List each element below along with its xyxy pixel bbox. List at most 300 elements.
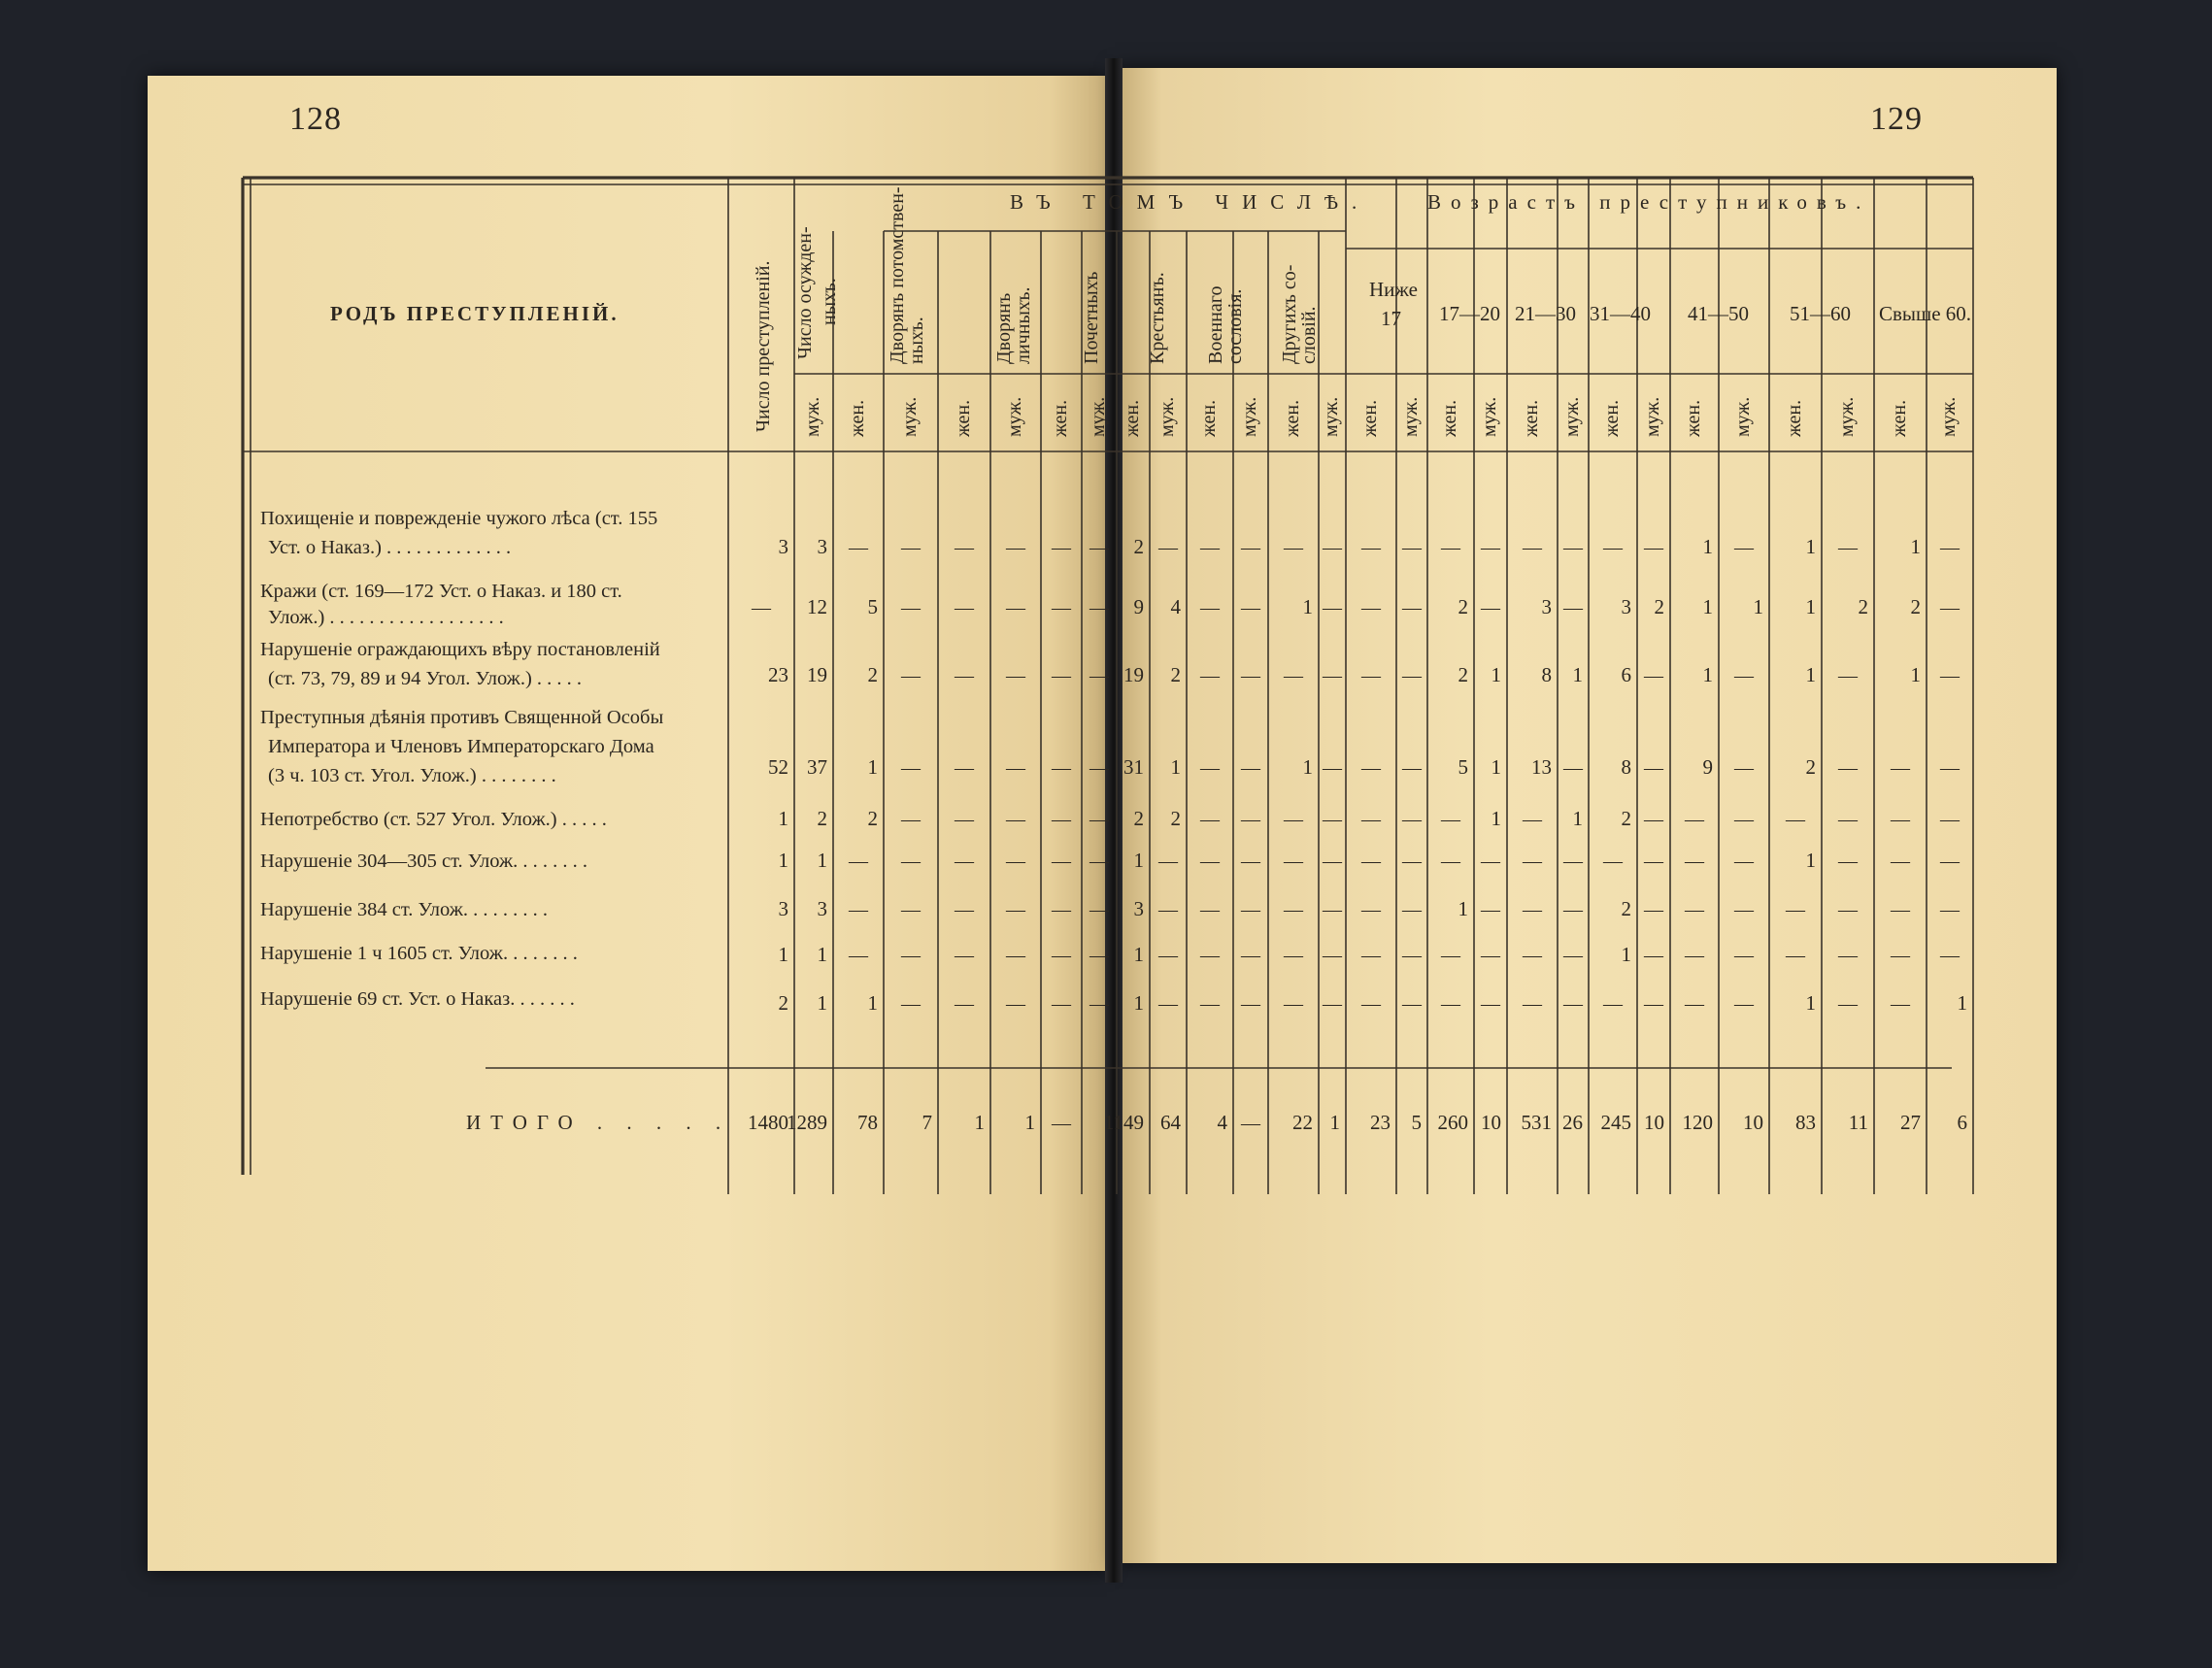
table-cell: 37	[807, 755, 827, 779]
table-cell: 3	[778, 535, 788, 558]
table-cell: 1	[778, 943, 788, 966]
table-cell: —	[901, 757, 921, 779]
total-cell: 531	[1521, 1111, 1552, 1134]
total-cell: 26	[1562, 1111, 1583, 1134]
table-cell: —	[1940, 899, 1960, 920]
table-cell: —	[1158, 945, 1178, 966]
age-title-header: Возрастъ преступниковъ.	[1427, 190, 1871, 214]
crime-type-header: РОДЪ ПРЕСТУПЛЕНІЙ.	[330, 302, 620, 325]
female-subheader: жен.	[1889, 399, 1910, 437]
total-cell: 1149	[1103, 1111, 1144, 1134]
total-cell: 22	[1292, 1111, 1313, 1134]
total-cell: 5	[1411, 1111, 1422, 1134]
table-cell: —	[1361, 757, 1381, 779]
table-cell: —	[1481, 851, 1500, 872]
table-cell: —	[1563, 945, 1583, 966]
table-cell: —	[849, 537, 868, 558]
crime-label: Улож.) . . . . . . . . . . . . . . . . . .	[268, 607, 504, 628]
table-cell: —	[1523, 537, 1542, 558]
table-cell: —	[1089, 809, 1109, 830]
table-cell: —	[1441, 537, 1460, 558]
table-cell: —	[955, 757, 974, 779]
table-cell: —	[1940, 809, 1960, 830]
table-cell: 1	[1133, 943, 1144, 966]
table-cell: 1	[867, 755, 878, 779]
total-cell: 245	[1600, 1111, 1631, 1134]
table-cell: —	[1006, 993, 1025, 1015]
table-cell: —	[1361, 899, 1381, 920]
age-group-header: 21—30	[1515, 302, 1576, 325]
table-cell: —	[1523, 945, 1542, 966]
table-cell: —	[1891, 993, 1910, 1015]
table-cell: —	[1200, 899, 1220, 920]
table-cell: —	[752, 597, 771, 618]
table-cell: —	[1323, 757, 1342, 779]
table-cell: 3	[817, 897, 827, 920]
table-cell: —	[1323, 597, 1342, 618]
table-cell: —	[1734, 993, 1754, 1015]
table-cell: —	[1241, 899, 1260, 920]
male-subheader: муж.	[802, 396, 823, 437]
table-cell: —	[1241, 809, 1260, 830]
table-cell: —	[1644, 809, 1663, 830]
crime-label: Нарушеніе ограждающихъ вѣру постановленій	[260, 639, 660, 660]
female-subheader: жен.	[953, 399, 974, 437]
table-cell: —	[1441, 993, 1460, 1015]
table-cell: —	[1241, 537, 1260, 558]
table-cell: —	[1241, 851, 1260, 872]
total-cell: 1480	[748, 1111, 788, 1134]
table-cell: 1	[1621, 943, 1631, 966]
table-cell: —	[1940, 537, 1960, 558]
table-cell: —	[1685, 899, 1704, 920]
table-cell: —	[1563, 851, 1583, 872]
in-that-number-header: ВЪ ТОМЪ ЧИСЛѢ.	[1010, 190, 1371, 214]
table-cell: 1	[1702, 535, 1713, 558]
table-cell: —	[1523, 993, 1542, 1015]
age-group-header: Свыше 60.	[1879, 302, 1972, 325]
table-cell: —	[901, 665, 921, 686]
table-cell: 3	[778, 897, 788, 920]
table-cell: —	[1734, 665, 1754, 686]
table-cell: —	[1786, 809, 1805, 830]
table-cell: —	[955, 851, 974, 872]
table-cell: —	[1838, 757, 1858, 779]
table-cell: 3	[1541, 595, 1552, 618]
table-cell: —	[1563, 899, 1583, 920]
table-cell: —	[1284, 945, 1303, 966]
table-cell: 1	[1302, 595, 1313, 618]
table-cell: —	[1563, 597, 1583, 618]
table-cell: 1	[1910, 663, 1921, 686]
table-cell: 8	[1541, 663, 1552, 686]
table-cell: 1	[1702, 595, 1713, 618]
table-cell: —	[1734, 945, 1754, 966]
table-cell: —	[1402, 537, 1422, 558]
table-cell: —	[901, 899, 921, 920]
male-subheader: муж.	[1088, 396, 1109, 437]
table-cell: —	[1940, 597, 1960, 618]
table-cell: —	[1734, 851, 1754, 872]
table-cell: —	[1644, 899, 1663, 920]
num-crimes-header: Число преступленій.	[753, 260, 774, 432]
age-group-header: 51—60	[1790, 302, 1851, 325]
total-cell: 6	[1957, 1111, 1967, 1134]
table-cell: —	[1052, 809, 1071, 830]
table-cell: —	[1891, 851, 1910, 872]
table-cell: —	[1052, 899, 1071, 920]
table-cell: —	[1402, 809, 1422, 830]
estate-header-5-cont: словій.	[1298, 306, 1320, 364]
table-cell: —	[1644, 993, 1663, 1015]
table-cell: —	[1323, 809, 1342, 830]
total-cell: 1	[1024, 1111, 1035, 1134]
female-subheader: жен.	[847, 399, 868, 437]
total-cell: 4	[1217, 1111, 1227, 1134]
male-subheader: муж.	[899, 396, 921, 437]
table-cell: —	[1089, 757, 1109, 779]
table-cell: —	[1685, 945, 1704, 966]
table-cell: —	[1361, 945, 1381, 966]
table-cell: 1	[1170, 755, 1181, 779]
male-subheader: муж.	[1836, 396, 1858, 437]
total-label: ИТОГО . . . . .	[466, 1111, 731, 1134]
male-subheader: муж.	[1004, 396, 1025, 437]
table-cell: —	[1940, 757, 1960, 779]
table-cell: 2	[867, 807, 878, 830]
table-cell: —	[1089, 993, 1109, 1015]
table-cell: —	[849, 851, 868, 872]
male-subheader: муж.	[1642, 396, 1663, 437]
total-cell: 1289	[787, 1111, 827, 1134]
table-cell: —	[901, 597, 921, 618]
table-cell: —	[1644, 757, 1663, 779]
table-cell: —	[1734, 537, 1754, 558]
table-cell: —	[1940, 945, 1960, 966]
num-convicted-header: Число осужден-	[794, 226, 816, 359]
estate-header-4-cont: сословія.	[1224, 288, 1246, 364]
table-cell: —	[1200, 851, 1220, 872]
table-cell: —	[1323, 665, 1342, 686]
table-cell: —	[1891, 757, 1910, 779]
table-cell: —	[1603, 851, 1623, 872]
table-cell: —	[1838, 809, 1858, 830]
table-cell: —	[1323, 993, 1342, 1015]
table-cell: —	[1158, 537, 1178, 558]
crime-label: (3 ч. 103 ст. Угол. Улож.) . . . . . . . .	[268, 765, 556, 786]
table-cell: 2	[1805, 755, 1816, 779]
table-cell: —	[1644, 945, 1663, 966]
table-cell: —	[901, 851, 921, 872]
table-cell: —	[1940, 851, 1960, 872]
table-cell: 8	[1621, 755, 1631, 779]
female-subheader: жен.	[1122, 399, 1143, 437]
table-cell: 4	[1170, 595, 1181, 618]
table-cell: —	[1361, 851, 1381, 872]
table-cell: 1	[1572, 807, 1583, 830]
table-cell: 2	[1858, 595, 1868, 618]
age-group-header-cont: 17	[1381, 307, 1401, 330]
table-cell: —	[901, 993, 921, 1015]
table-cell: —	[1891, 809, 1910, 830]
table-cell: 1	[1805, 991, 1816, 1015]
table-cell: 1	[1957, 991, 1967, 1015]
table-cell: —	[1402, 597, 1422, 618]
table-cell: —	[1481, 993, 1500, 1015]
table-cell: —	[1284, 851, 1303, 872]
table-cell: —	[1402, 899, 1422, 920]
total-cell: 260	[1437, 1111, 1468, 1134]
female-subheader: жен.	[1784, 399, 1805, 437]
table-cell: —	[1200, 993, 1220, 1015]
table-cell: 2	[1910, 595, 1921, 618]
table-cell: —	[1006, 757, 1025, 779]
table-cell: 1	[867, 991, 878, 1015]
table-cell: 2	[817, 807, 827, 830]
male-subheader: муж.	[1321, 396, 1342, 437]
table-cell: —	[1006, 945, 1025, 966]
table-cell: 1	[1910, 535, 1921, 558]
table-cell: 1	[778, 849, 788, 872]
table-cell: 6	[1621, 663, 1631, 686]
crime-label: Похищеніе и поврежденіе чужого лѣса (ст. 155	[260, 508, 658, 529]
page-number-left: 128	[289, 101, 342, 137]
table-cell: —	[1891, 899, 1910, 920]
table-cell: —	[1838, 665, 1858, 686]
table-cell: —	[1563, 993, 1583, 1015]
female-subheader: жен.	[1683, 399, 1704, 437]
estate-header-1: Дворянъ	[993, 292, 1015, 364]
table-cell: —	[1323, 537, 1342, 558]
table-cell: —	[1644, 851, 1663, 872]
female-subheader: жен.	[1359, 399, 1381, 437]
table-cell: —	[1361, 993, 1381, 1015]
table-cell: —	[1523, 899, 1542, 920]
table-cell: —	[1200, 537, 1220, 558]
table-cell: —	[955, 945, 974, 966]
total-cell: 7	[922, 1111, 932, 1134]
total-cell: 1	[1329, 1111, 1340, 1134]
table-cell: —	[1838, 851, 1858, 872]
crime-label: Нарушеніе 304—305 ст. Улож. . . . . . . .	[260, 851, 588, 872]
table-cell: —	[901, 537, 921, 558]
page-number-right: 129	[1870, 101, 1923, 137]
table-cell: 1	[1133, 849, 1144, 872]
table-cell: —	[1441, 945, 1460, 966]
table-cell: —	[1052, 851, 1071, 872]
table-cell: 12	[807, 595, 827, 618]
table-cell: —	[1006, 537, 1025, 558]
male-subheader: муж.	[1156, 396, 1178, 437]
male-subheader: муж.	[1732, 396, 1754, 437]
table-cell: —	[1052, 597, 1071, 618]
table-cell: 1	[1805, 595, 1816, 618]
total-cell: 120	[1682, 1111, 1713, 1134]
table-cell: —	[1089, 537, 1109, 558]
table-cell: —	[1402, 993, 1422, 1015]
table-cell: —	[1441, 809, 1460, 830]
table-cell: —	[1402, 757, 1422, 779]
estate-header-4: Военнаго	[1205, 285, 1226, 364]
age-group-header: 17—20	[1439, 302, 1500, 325]
table-cell: —	[1006, 899, 1025, 920]
female-subheader: жен.	[1521, 399, 1542, 437]
table-cell: —	[1241, 665, 1260, 686]
table-cell: 1	[1491, 807, 1501, 830]
table-cell: —	[1323, 945, 1342, 966]
table-cell: —	[955, 899, 974, 920]
table-cell: —	[1089, 665, 1109, 686]
table-cell: 1	[1133, 991, 1144, 1015]
table-cell: —	[1284, 899, 1303, 920]
table-cell: —	[1200, 809, 1220, 830]
table-cell: 1	[1702, 663, 1713, 686]
table-cell: —	[1158, 899, 1178, 920]
crime-label: Непотребство (ст. 527 Угол. Улож.) . . . . .	[260, 809, 607, 830]
table-cell: 9	[1702, 755, 1713, 779]
table-cell: 2	[778, 991, 788, 1015]
table-cell: —	[1323, 899, 1342, 920]
crime-label: Преступныя дѣянія противъ Священной Особы	[260, 707, 664, 728]
table-cell: 3	[1621, 595, 1631, 618]
crime-label: (ст. 73, 79, 89 и 94 Угол. Улож.) . . . . .	[268, 668, 583, 689]
male-subheader: муж.	[1400, 396, 1422, 437]
table-cell: —	[1786, 899, 1805, 920]
table-cell: —	[1838, 993, 1858, 1015]
table-cell: 2	[1654, 595, 1664, 618]
table-cell: 3	[817, 535, 827, 558]
crime-label: Уст. о Наказ.) . . . . . . . . . . . . .	[268, 537, 512, 558]
table-cell: 5	[1458, 755, 1468, 779]
table-cell: —	[1786, 945, 1805, 966]
table-cell: —	[955, 537, 974, 558]
table-cell: —	[1402, 665, 1422, 686]
table-cell: —	[1361, 597, 1381, 618]
age-group-header: 41—50	[1688, 302, 1749, 325]
table-cell: —	[1523, 809, 1542, 830]
total-cell: —	[1241, 1113, 1260, 1134]
table-cell: —	[1361, 809, 1381, 830]
crime-label: Императора и Членовъ Императорскаго Дома	[268, 736, 654, 757]
table-cell: 1	[1805, 849, 1816, 872]
table-cell: —	[1361, 665, 1381, 686]
total-cell: 83	[1795, 1111, 1816, 1134]
crime-label: Нарушеніе 384 ст. Улож. . . . . . . . .	[260, 899, 549, 920]
table-cell: —	[1481, 899, 1500, 920]
table-cell: 13	[1531, 755, 1552, 779]
table-cell: —	[1200, 945, 1220, 966]
female-subheader: жен.	[1050, 399, 1071, 437]
table-cell: 1	[817, 849, 827, 872]
table-cell: 19	[1123, 663, 1144, 686]
table-cell: —	[1644, 537, 1663, 558]
table-cell: —	[1685, 809, 1704, 830]
female-subheader: жен.	[1198, 399, 1220, 437]
table-cell: —	[1089, 851, 1109, 872]
table-cell: —	[1563, 537, 1583, 558]
table-cell: —	[1402, 945, 1422, 966]
total-cell: 10	[1481, 1111, 1501, 1134]
table-cell: 2	[1621, 897, 1631, 920]
table-cell: 19	[807, 663, 827, 686]
table-cell: 31	[1123, 755, 1144, 779]
table-cell: —	[1441, 851, 1460, 872]
table-cell: 1	[1458, 897, 1468, 920]
table-cell: —	[1734, 899, 1754, 920]
male-subheader: муж.	[1479, 396, 1500, 437]
table-cell: —	[1284, 537, 1303, 558]
total-cell: 11	[1848, 1111, 1868, 1134]
table-cell: 1	[817, 943, 827, 966]
table-cell: 5	[867, 595, 878, 618]
table-cell: —	[1481, 597, 1500, 618]
crime-label: Нарушеніе 1 ч 1605 ст. Улож. . . . . . . .	[260, 943, 578, 964]
table-cell: —	[1361, 537, 1381, 558]
estate-header-1-cont: личныхъ.	[1013, 286, 1034, 364]
table-cell: —	[1838, 899, 1858, 920]
table-cell: —	[1200, 597, 1220, 618]
table-cell: 1	[817, 991, 827, 1015]
table-cell: 1	[1491, 755, 1501, 779]
table-cell: —	[1158, 993, 1178, 1015]
male-subheader: муж.	[1239, 396, 1260, 437]
age-group-header: Ниже	[1369, 278, 1418, 301]
table-cell: —	[1402, 851, 1422, 872]
table-cell: —	[1006, 597, 1025, 618]
table-cell: —	[1089, 597, 1109, 618]
table-cell: —	[1006, 851, 1025, 872]
total-cell: 27	[1900, 1111, 1921, 1134]
estate-header-5: Другихъ со-	[1279, 264, 1300, 364]
table-cell: —	[849, 899, 868, 920]
table-cell: —	[1089, 945, 1109, 966]
table-cell: —	[1481, 945, 1500, 966]
table-cell: 1	[1491, 663, 1501, 686]
table-cell: —	[901, 945, 921, 966]
age-group-header: 31—40	[1590, 302, 1651, 325]
table-cell: 2	[1458, 595, 1468, 618]
table-cell: —	[901, 809, 921, 830]
estate-header-3: Крестьянъ.	[1147, 272, 1168, 364]
table-cell: 1	[778, 807, 788, 830]
table-cell: —	[955, 809, 974, 830]
table-cell: 1	[1302, 755, 1313, 779]
table-cell: —	[1241, 597, 1260, 618]
table-cell: 3	[1133, 897, 1144, 920]
total-cell: 64	[1160, 1111, 1181, 1134]
table-cell: —	[955, 993, 974, 1015]
female-subheader: жен.	[1601, 399, 1623, 437]
table-cell: —	[1006, 665, 1025, 686]
table-cell: —	[1838, 945, 1858, 966]
crime-label: Кражи (ст. 169—172 Уст. о Наказ. и 180 ст.	[260, 581, 622, 602]
total-cell: 1	[974, 1111, 985, 1134]
table-cell: —	[1089, 899, 1109, 920]
table-cell: —	[955, 665, 974, 686]
table-cell: —	[1052, 757, 1071, 779]
estate-header-2: Почетныхъ	[1081, 271, 1102, 364]
table-cell: —	[1940, 665, 1960, 686]
table-cell: —	[1603, 993, 1623, 1015]
estate-header-0: Дворянъ потомствен-	[887, 186, 908, 364]
estate-header-0-cont: ныхъ.	[906, 317, 927, 364]
table-cell: —	[1685, 993, 1704, 1015]
table-cell: —	[1284, 993, 1303, 1015]
total-cell: 10	[1644, 1111, 1664, 1134]
table-cell: —	[1006, 809, 1025, 830]
table-cell: —	[1200, 665, 1220, 686]
num-convicted-header-cont: ныхъ.	[819, 278, 840, 325]
